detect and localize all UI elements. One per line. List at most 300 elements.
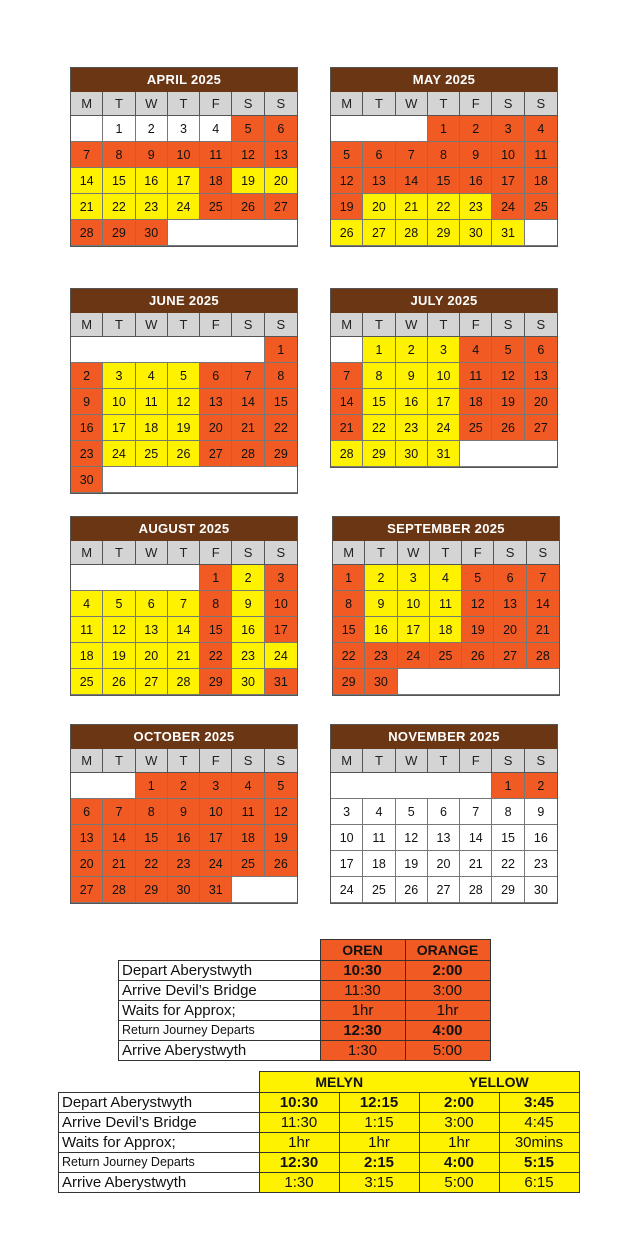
blank-cell bbox=[331, 116, 428, 142]
blank-cell bbox=[232, 877, 297, 903]
day-cell: 28 bbox=[396, 220, 428, 246]
day-cell: 14 bbox=[527, 591, 559, 617]
weekday-header: W bbox=[136, 313, 168, 337]
day-cell: 4 bbox=[232, 773, 264, 799]
day-cell: 18 bbox=[71, 643, 103, 669]
day-cell: 27 bbox=[200, 441, 232, 467]
day-cell: 26 bbox=[265, 851, 297, 877]
schedule-row-label: Return Journey Departs bbox=[59, 1153, 260, 1173]
day-cell: 13 bbox=[265, 142, 297, 168]
calendar-grid bbox=[71, 541, 297, 695]
day-cell: 3 bbox=[168, 116, 200, 142]
schedule-row-label: Depart Aberystwyth bbox=[59, 1093, 260, 1113]
day-cell: 26 bbox=[168, 441, 200, 467]
day-cell: 27 bbox=[136, 669, 168, 695]
day-cell: 26 bbox=[492, 415, 524, 441]
day-cell: 22 bbox=[428, 194, 460, 220]
day-cell: 10 bbox=[168, 142, 200, 168]
departure-time: 1hr bbox=[405, 1001, 490, 1021]
weekday-header: F bbox=[460, 749, 492, 773]
day-cell: 5 bbox=[331, 142, 363, 168]
day-cell: 1 bbox=[265, 337, 297, 363]
schedule-row bbox=[59, 1113, 580, 1133]
weekday-header: T bbox=[168, 541, 200, 565]
day-cell: 6 bbox=[525, 337, 557, 363]
day-cell: 11 bbox=[200, 142, 232, 168]
weekday-header: T bbox=[428, 313, 460, 337]
day-cell: 3 bbox=[492, 116, 524, 142]
departure-time: 6:15 bbox=[499, 1173, 579, 1193]
schedule-row bbox=[119, 1021, 491, 1041]
day-cell: 8 bbox=[428, 142, 460, 168]
weekday-header: S bbox=[492, 313, 524, 337]
day-cell: 11 bbox=[363, 825, 395, 851]
day-cell: 13 bbox=[363, 168, 395, 194]
day-cell: 3 bbox=[103, 363, 135, 389]
blank-cell bbox=[398, 669, 559, 695]
day-cell: 20 bbox=[136, 643, 168, 669]
day-cell: 24 bbox=[398, 643, 430, 669]
weekday-header: W bbox=[136, 92, 168, 116]
departure-time: 10:30 bbox=[259, 1093, 339, 1113]
day-cell: 4 bbox=[200, 116, 232, 142]
calendar-title: JUNE 2025 bbox=[71, 289, 297, 313]
day-cell: 12 bbox=[232, 142, 264, 168]
weekday-header: T bbox=[103, 92, 135, 116]
departure-time: 3:45 bbox=[499, 1093, 579, 1113]
weekday-header: S bbox=[232, 749, 264, 773]
day-cell: 8 bbox=[333, 591, 365, 617]
weekday-header: S bbox=[527, 541, 559, 565]
day-cell: 29 bbox=[492, 877, 524, 903]
departure-time: 2:15 bbox=[339, 1153, 419, 1173]
day-cell: 29 bbox=[103, 220, 135, 246]
calendar-july-2025 bbox=[330, 288, 558, 468]
day-cell: 18 bbox=[363, 851, 395, 877]
day-cell: 16 bbox=[365, 617, 397, 643]
day-cell: 25 bbox=[136, 441, 168, 467]
departure-time: 1hr bbox=[419, 1133, 499, 1153]
orange-header-welsh: OREN bbox=[320, 940, 405, 961]
weekday-header: S bbox=[265, 541, 297, 565]
day-cell: 2 bbox=[168, 773, 200, 799]
calendar-april-2025 bbox=[70, 67, 298, 247]
blank-cell bbox=[331, 337, 363, 363]
day-cell: 18 bbox=[430, 617, 462, 643]
blank-cell bbox=[71, 337, 265, 363]
day-cell: 28 bbox=[71, 220, 103, 246]
day-cell: 12 bbox=[492, 363, 524, 389]
day-cell: 12 bbox=[331, 168, 363, 194]
departure-time: 3:15 bbox=[339, 1173, 419, 1193]
blank-cell bbox=[168, 220, 297, 246]
day-cell: 13 bbox=[136, 617, 168, 643]
weekday-header: S bbox=[232, 92, 264, 116]
day-cell: 9 bbox=[525, 799, 557, 825]
day-cell: 11 bbox=[71, 617, 103, 643]
day-cell: 23 bbox=[460, 194, 492, 220]
day-cell: 1 bbox=[200, 565, 232, 591]
day-cell: 5 bbox=[103, 591, 135, 617]
day-cell: 5 bbox=[462, 565, 494, 591]
day-cell: 16 bbox=[136, 168, 168, 194]
day-cell: 6 bbox=[494, 565, 526, 591]
day-cell: 25 bbox=[232, 851, 264, 877]
weekday-header: M bbox=[331, 313, 363, 337]
day-cell: 4 bbox=[71, 591, 103, 617]
day-cell: 14 bbox=[71, 168, 103, 194]
day-cell: 19 bbox=[492, 389, 524, 415]
departure-time: 4:45 bbox=[499, 1113, 579, 1133]
day-cell: 14 bbox=[331, 389, 363, 415]
calendar-title: NOVEMBER 2025 bbox=[331, 725, 557, 749]
day-cell: 24 bbox=[265, 643, 297, 669]
day-cell: 27 bbox=[428, 877, 460, 903]
weekday-header: T bbox=[428, 92, 460, 116]
day-cell: 30 bbox=[136, 220, 168, 246]
day-cell: 31 bbox=[428, 441, 460, 467]
day-cell: 1 bbox=[333, 565, 365, 591]
day-cell: 9 bbox=[136, 142, 168, 168]
departure-time: 5:00 bbox=[405, 1041, 490, 1061]
weekday-header: M bbox=[71, 749, 103, 773]
day-cell: 20 bbox=[525, 389, 557, 415]
weekday-header: T bbox=[363, 92, 395, 116]
yellow-header-welsh: MELYN bbox=[259, 1072, 419, 1093]
day-cell: 2 bbox=[365, 565, 397, 591]
departure-time: 1hr bbox=[259, 1133, 339, 1153]
departure-time: 3:00 bbox=[419, 1113, 499, 1133]
day-cell: 23 bbox=[71, 441, 103, 467]
yellow-header-english: YELLOW bbox=[419, 1072, 579, 1093]
schedule-row bbox=[59, 1153, 580, 1173]
weekday-header: S bbox=[232, 541, 264, 565]
day-cell: 21 bbox=[103, 851, 135, 877]
day-cell: 7 bbox=[71, 142, 103, 168]
day-cell: 3 bbox=[428, 337, 460, 363]
calendar-title: OCTOBER 2025 bbox=[71, 725, 297, 749]
day-cell: 7 bbox=[527, 565, 559, 591]
calendar-title: MAY 2025 bbox=[331, 68, 557, 92]
day-cell: 28 bbox=[331, 441, 363, 467]
day-cell: 24 bbox=[200, 851, 232, 877]
day-cell: 19 bbox=[462, 617, 494, 643]
weekday-header: S bbox=[525, 92, 557, 116]
day-cell: 21 bbox=[396, 194, 428, 220]
weekday-header: W bbox=[136, 749, 168, 773]
day-cell: 15 bbox=[363, 389, 395, 415]
day-cell: 24 bbox=[428, 415, 460, 441]
day-cell: 20 bbox=[200, 415, 232, 441]
weekday-header: S bbox=[232, 313, 264, 337]
day-cell: 4 bbox=[430, 565, 462, 591]
day-cell: 23 bbox=[396, 415, 428, 441]
day-cell: 5 bbox=[265, 773, 297, 799]
weekday-header: M bbox=[333, 541, 365, 565]
day-cell: 3 bbox=[200, 773, 232, 799]
day-cell: 6 bbox=[71, 799, 103, 825]
weekday-header: F bbox=[200, 749, 232, 773]
day-cell: 26 bbox=[396, 877, 428, 903]
day-cell: 13 bbox=[428, 825, 460, 851]
weekday-header: F bbox=[460, 313, 492, 337]
schedule-row bbox=[119, 1041, 491, 1061]
day-cell: 2 bbox=[71, 363, 103, 389]
blank-cell bbox=[525, 220, 557, 246]
day-cell: 10 bbox=[200, 799, 232, 825]
day-cell: 11 bbox=[232, 799, 264, 825]
day-cell: 29 bbox=[333, 669, 365, 695]
day-cell: 17 bbox=[265, 617, 297, 643]
day-cell: 17 bbox=[428, 389, 460, 415]
day-cell: 19 bbox=[396, 851, 428, 877]
day-cell: 16 bbox=[168, 825, 200, 851]
day-cell: 16 bbox=[396, 389, 428, 415]
day-cell: 29 bbox=[428, 220, 460, 246]
day-cell: 1 bbox=[363, 337, 395, 363]
calendar-title: AUGUST 2025 bbox=[71, 517, 297, 541]
day-cell: 2 bbox=[460, 116, 492, 142]
departure-time: 3:00 bbox=[405, 981, 490, 1001]
day-cell: 14 bbox=[168, 617, 200, 643]
departure-time: 1:30 bbox=[259, 1173, 339, 1193]
day-cell: 3 bbox=[398, 565, 430, 591]
day-cell: 7 bbox=[103, 799, 135, 825]
day-cell: 20 bbox=[71, 851, 103, 877]
day-cell: 21 bbox=[71, 194, 103, 220]
calendar-grid bbox=[331, 749, 557, 903]
day-cell: 13 bbox=[200, 389, 232, 415]
blank-cell bbox=[103, 467, 297, 493]
day-cell: 9 bbox=[365, 591, 397, 617]
weekday-header: F bbox=[462, 541, 494, 565]
day-cell: 25 bbox=[525, 194, 557, 220]
weekday-header: W bbox=[396, 313, 428, 337]
schedule-row bbox=[59, 1093, 580, 1113]
day-cell: 26 bbox=[331, 220, 363, 246]
weekday-header: T bbox=[430, 541, 462, 565]
day-cell: 6 bbox=[428, 799, 460, 825]
weekday-header: M bbox=[71, 541, 103, 565]
weekday-header: T bbox=[103, 313, 135, 337]
day-cell: 10 bbox=[492, 142, 524, 168]
day-cell: 3 bbox=[331, 799, 363, 825]
day-cell: 9 bbox=[460, 142, 492, 168]
day-cell: 11 bbox=[136, 389, 168, 415]
day-cell: 13 bbox=[71, 825, 103, 851]
departure-time: 12:30 bbox=[320, 1021, 405, 1041]
day-cell: 24 bbox=[168, 194, 200, 220]
day-cell: 31 bbox=[200, 877, 232, 903]
day-cell: 8 bbox=[265, 363, 297, 389]
day-cell: 19 bbox=[232, 168, 264, 194]
weekday-header: T bbox=[168, 92, 200, 116]
day-cell: 1 bbox=[136, 773, 168, 799]
departure-time: 12:30 bbox=[259, 1153, 339, 1173]
day-cell: 14 bbox=[103, 825, 135, 851]
departure-time: 5:15 bbox=[499, 1153, 579, 1173]
day-cell: 16 bbox=[525, 825, 557, 851]
day-cell: 10 bbox=[428, 363, 460, 389]
day-cell: 16 bbox=[232, 617, 264, 643]
day-cell: 23 bbox=[365, 643, 397, 669]
calendar-grid bbox=[331, 313, 557, 467]
weekday-header: M bbox=[71, 92, 103, 116]
departure-time: 2:00 bbox=[405, 961, 490, 981]
day-cell: 17 bbox=[492, 168, 524, 194]
day-cell: 25 bbox=[363, 877, 395, 903]
day-cell: 9 bbox=[168, 799, 200, 825]
day-cell: 28 bbox=[103, 877, 135, 903]
day-cell: 18 bbox=[460, 389, 492, 415]
day-cell: 15 bbox=[428, 168, 460, 194]
orange-timetable bbox=[118, 939, 491, 1061]
day-cell: 20 bbox=[265, 168, 297, 194]
blank-cell bbox=[460, 441, 557, 467]
day-cell: 23 bbox=[232, 643, 264, 669]
weekday-header: S bbox=[494, 541, 526, 565]
calendar-june-2025 bbox=[70, 288, 298, 494]
day-cell: 28 bbox=[168, 669, 200, 695]
departure-time: 5:00 bbox=[419, 1173, 499, 1193]
day-cell: 15 bbox=[200, 617, 232, 643]
day-cell: 28 bbox=[527, 643, 559, 669]
calendar-grid bbox=[71, 749, 297, 903]
calendar-grid bbox=[71, 92, 297, 246]
departure-time: 30mins bbox=[499, 1133, 579, 1153]
day-cell: 16 bbox=[71, 415, 103, 441]
day-cell: 15 bbox=[103, 168, 135, 194]
day-cell: 12 bbox=[396, 825, 428, 851]
day-cell: 27 bbox=[265, 194, 297, 220]
day-cell: 29 bbox=[200, 669, 232, 695]
day-cell: 9 bbox=[71, 389, 103, 415]
day-cell: 25 bbox=[430, 643, 462, 669]
weekday-header: T bbox=[363, 749, 395, 773]
day-cell: 27 bbox=[494, 643, 526, 669]
weekday-header: W bbox=[396, 92, 428, 116]
day-cell: 30 bbox=[365, 669, 397, 695]
calendar-august-2025 bbox=[70, 516, 298, 696]
weekday-header: F bbox=[460, 92, 492, 116]
day-cell: 11 bbox=[460, 363, 492, 389]
day-cell: 10 bbox=[103, 389, 135, 415]
day-cell: 16 bbox=[460, 168, 492, 194]
schedule-row-label: Arrive Aberystwyth bbox=[59, 1173, 260, 1193]
departure-time: 1hr bbox=[339, 1133, 419, 1153]
weekday-header: S bbox=[492, 92, 524, 116]
day-cell: 8 bbox=[136, 799, 168, 825]
day-cell: 7 bbox=[331, 363, 363, 389]
day-cell: 12 bbox=[462, 591, 494, 617]
day-cell: 15 bbox=[333, 617, 365, 643]
day-cell: 9 bbox=[396, 363, 428, 389]
day-cell: 2 bbox=[396, 337, 428, 363]
weekday-header: T bbox=[428, 749, 460, 773]
day-cell: 1 bbox=[103, 116, 135, 142]
weekday-header: F bbox=[200, 92, 232, 116]
day-cell: 15 bbox=[492, 825, 524, 851]
departure-time: 1:30 bbox=[320, 1041, 405, 1061]
blank-cell bbox=[71, 116, 103, 142]
day-cell: 14 bbox=[396, 168, 428, 194]
schedule-row bbox=[119, 981, 491, 1001]
day-cell: 17 bbox=[200, 825, 232, 851]
day-cell: 23 bbox=[136, 194, 168, 220]
day-cell: 29 bbox=[363, 441, 395, 467]
day-cell: 8 bbox=[363, 363, 395, 389]
schedule-row-label: Waits for Approx; bbox=[119, 1001, 321, 1021]
day-cell: 27 bbox=[363, 220, 395, 246]
calendar-title: APRIL 2025 bbox=[71, 68, 297, 92]
day-cell: 14 bbox=[460, 825, 492, 851]
day-cell: 13 bbox=[525, 363, 557, 389]
weekday-header: M bbox=[71, 313, 103, 337]
day-cell: 8 bbox=[200, 591, 232, 617]
weekday-header: F bbox=[200, 541, 232, 565]
day-cell: 6 bbox=[136, 591, 168, 617]
day-cell: 22 bbox=[136, 851, 168, 877]
day-cell: 8 bbox=[103, 142, 135, 168]
departure-time: 1hr bbox=[320, 1001, 405, 1021]
blank-cell bbox=[71, 565, 200, 591]
day-cell: 2 bbox=[136, 116, 168, 142]
weekday-header: T bbox=[103, 541, 135, 565]
day-cell: 6 bbox=[265, 116, 297, 142]
day-cell: 29 bbox=[265, 441, 297, 467]
day-cell: 30 bbox=[525, 877, 557, 903]
schedule-row-label: Arrive Devil’s Bridge bbox=[59, 1113, 260, 1133]
day-cell: 24 bbox=[331, 877, 363, 903]
orange-header-english: ORANGE bbox=[405, 940, 490, 961]
day-cell: 25 bbox=[460, 415, 492, 441]
blank-cell bbox=[331, 773, 492, 799]
day-cell: 19 bbox=[265, 825, 297, 851]
weekday-header: W bbox=[136, 541, 168, 565]
day-cell: 8 bbox=[492, 799, 524, 825]
day-cell: 18 bbox=[232, 825, 264, 851]
day-cell: 6 bbox=[363, 142, 395, 168]
weekday-header: F bbox=[200, 313, 232, 337]
day-cell: 7 bbox=[396, 142, 428, 168]
day-cell: 12 bbox=[168, 389, 200, 415]
schedule-row-label: Arrive Devil’s Bridge bbox=[119, 981, 321, 1001]
day-cell: 13 bbox=[494, 591, 526, 617]
departure-time: 10:30 bbox=[320, 961, 405, 981]
day-cell: 4 bbox=[136, 363, 168, 389]
schedule-row-label: Waits for Approx; bbox=[59, 1133, 260, 1153]
day-cell: 6 bbox=[200, 363, 232, 389]
day-cell: 23 bbox=[168, 851, 200, 877]
day-cell: 20 bbox=[428, 851, 460, 877]
day-cell: 30 bbox=[232, 669, 264, 695]
day-cell: 11 bbox=[430, 591, 462, 617]
day-cell: 17 bbox=[168, 168, 200, 194]
day-cell: 27 bbox=[71, 877, 103, 903]
schedule-row bbox=[59, 1133, 580, 1153]
day-cell: 5 bbox=[396, 799, 428, 825]
weekday-header: S bbox=[265, 749, 297, 773]
day-cell: 25 bbox=[200, 194, 232, 220]
day-cell: 11 bbox=[525, 142, 557, 168]
day-cell: 10 bbox=[331, 825, 363, 851]
departure-time: 2:00 bbox=[419, 1093, 499, 1113]
weekday-header: W bbox=[396, 749, 428, 773]
day-cell: 10 bbox=[398, 591, 430, 617]
departure-time: 11:30 bbox=[320, 981, 405, 1001]
day-cell: 21 bbox=[232, 415, 264, 441]
day-cell: 18 bbox=[200, 168, 232, 194]
